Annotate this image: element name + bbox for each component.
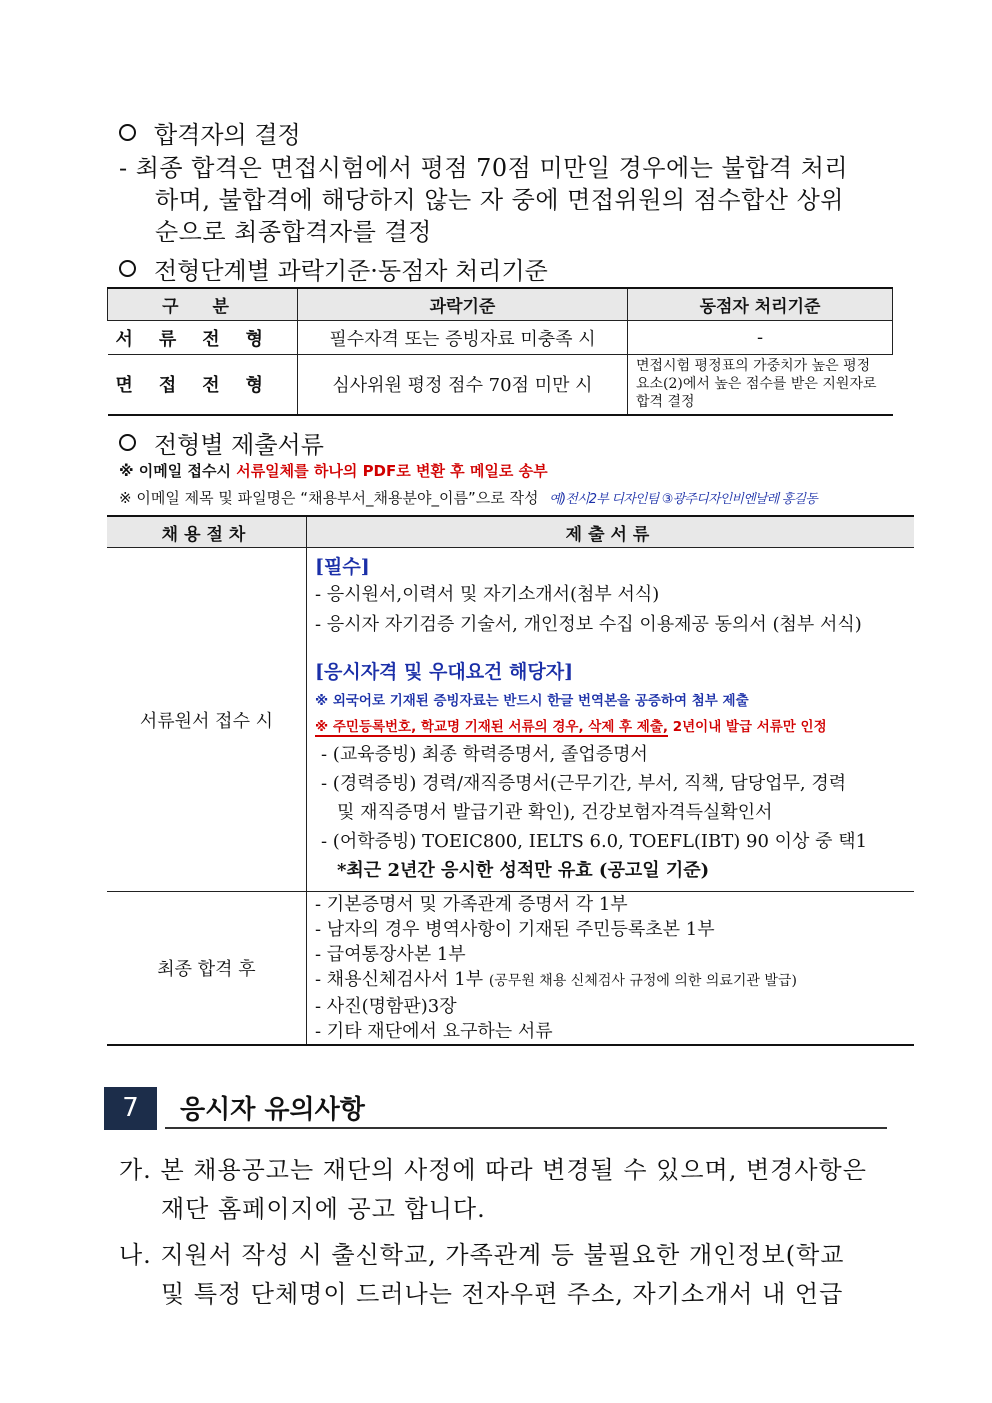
documents-heading: 전형별 제출서류	[119, 425, 324, 460]
final-item: - 기타 재단에서 요구하는 서류	[315, 1021, 553, 1042]
decision-line-3: 순으로 최종합격자를 결정	[155, 218, 432, 246]
circle-bullet-icon	[119, 124, 136, 141]
table-row	[107, 548, 914, 892]
qualified-title: [응시자격 및 우대요건 해당자]	[315, 661, 574, 683]
final-item: - 사진(명함판)3장	[315, 996, 457, 1017]
criteria-tie-cell: 면접시험 평정표의 가중치가 높은 평정 요소(2)에서 높은 점수를 받은 지원자로 합격 결정	[628, 355, 893, 415]
criteria-tie-cell: -	[628, 321, 893, 355]
final-item: - 급여통장사본 1부	[315, 944, 466, 965]
documents-stage-cell: 최종 합격 후	[107, 892, 307, 1046]
table-row	[108, 321, 893, 355]
criteria-stage-cell: 면접전형	[108, 355, 298, 415]
warning-personal-info: ※ 주민등록번호, 학교명 기재된 서류의 경우, 삭제 후 제출, 2년이내 발급 서류만 인정	[315, 719, 827, 735]
decision-line-1: - 최종 합격은 면접시험에서 평점 70점 미만일 경우에는 불합격 처리	[119, 154, 849, 182]
documents-final-cell	[307, 892, 915, 1046]
circle-bullet-icon	[119, 260, 136, 277]
documents-required-cell	[307, 548, 915, 892]
section-number-badge: 7	[104, 1087, 157, 1130]
section-title: 응시자 유의사항	[180, 1095, 365, 1125]
decision-line-2: 하며, 불합격에 해당하지 않는 자 중에 면접위원의 점수합산 상위	[155, 186, 844, 214]
evidence-item: - (교육증빙) 최종 학력증명서, 졸업증명서	[321, 744, 648, 765]
warning-translation: ※ 외국어로 기재된 증빙자료는 반드시 한글 번역본을 공증하여 첨부 제출	[315, 693, 749, 709]
criteria-table	[107, 287, 893, 416]
required-title: [필수]	[315, 556, 370, 578]
documents-header-row	[107, 516, 914, 548]
circle-bullet-icon	[119, 434, 136, 451]
section-divider	[165, 1127, 887, 1129]
notice-para-a-line-1: 가. 본 채용공고는 재단의 사정에 따라 변경될 수 있으며, 변경사항은	[119, 1156, 867, 1184]
final-item: - 남자의 경우 병역사항이 기재된 주민등록초본 1부	[315, 919, 715, 940]
notice-para-b-line-1: 나. 지원서 작성 시 출신학교, 가족관계 등 불필요한 개인정보(학교	[119, 1241, 845, 1269]
criteria-header-fail: 과락기준	[298, 288, 628, 321]
criteria-fail-cell: 필수자격 또는 증빙자료 미충족 시	[298, 321, 628, 355]
criteria-header-tie: 동점자 처리기준	[628, 288, 893, 321]
documents-header-docs: 제출서류	[307, 516, 915, 548]
email-note-1: ※ 이메일 접수시 서류일체를 하나의 PDF로 변환 후 메일로 송부	[119, 462, 548, 480]
evidence-item: 및 재직증명서 발급기관 확인), 건강보험자격득실확인서	[337, 802, 773, 823]
documents-stage-cell: 서류원서 접수 시	[107, 548, 307, 892]
decision-heading: 합격자의 결정	[119, 115, 301, 150]
recent-score-note: *최근 2년간 응시한 성적만 유효 (공고일 기준)	[337, 860, 710, 881]
documents-table	[107, 515, 914, 1046]
criteria-header-stage: 구 분	[108, 288, 298, 321]
evidence-item: - (경력증빙) 경력/재직증명서(근무기간, 부서, 직책, 담당업무, 경력	[321, 773, 847, 794]
email-example: 예)전시2부 디자인팀 ③광주디자인비엔날레 홍길동	[549, 492, 818, 507]
final-item: - 채용신체검사서 1부 (공무원 채용 신체검사 규정에 의한 의료기관 발급)	[315, 969, 797, 990]
criteria-heading: 전형단계별 과락기준·동점자 처리기준	[119, 251, 548, 286]
email-note-2: ※ 이메일 제목 및 파일명은 “채용부서_채용분야_이름”으로 작성 예)전시2부 디자인팀 ③광주디자인비엔날레 홍길동	[119, 489, 818, 507]
table-row	[108, 355, 893, 415]
final-item: - 기본증명서 및 가족관계 증명서 각 1부	[315, 894, 628, 915]
required-item: - 응시자 자기검증 기술서, 개인정보 수집 이용제공 동의서 (첨부 서식)	[315, 614, 862, 635]
required-item: - 응시원서,이력서 및 자기소개서(첨부 서식)	[315, 584, 660, 605]
notice-para-b-line-2: 및 특정 단체명이 드러나는 전자우편 주소, 자기소개서 내 언급	[161, 1280, 844, 1308]
table-row	[107, 892, 914, 1046]
notice-para-a-line-2: 재단 홈페이지에 공고 합니다.	[161, 1195, 486, 1223]
criteria-stage-cell: 서류전형	[108, 321, 298, 355]
criteria-header-row	[108, 288, 893, 321]
criteria-fail-cell: 심사위원 평정 점수 70점 미만 시	[298, 355, 628, 415]
evidence-item: - (어학증빙) TOEIC800, IELTS 6.0, TOEFL(IBT) 90 이상 중 택1	[321, 831, 868, 852]
documents-header-stage: 채용절차	[107, 516, 307, 548]
